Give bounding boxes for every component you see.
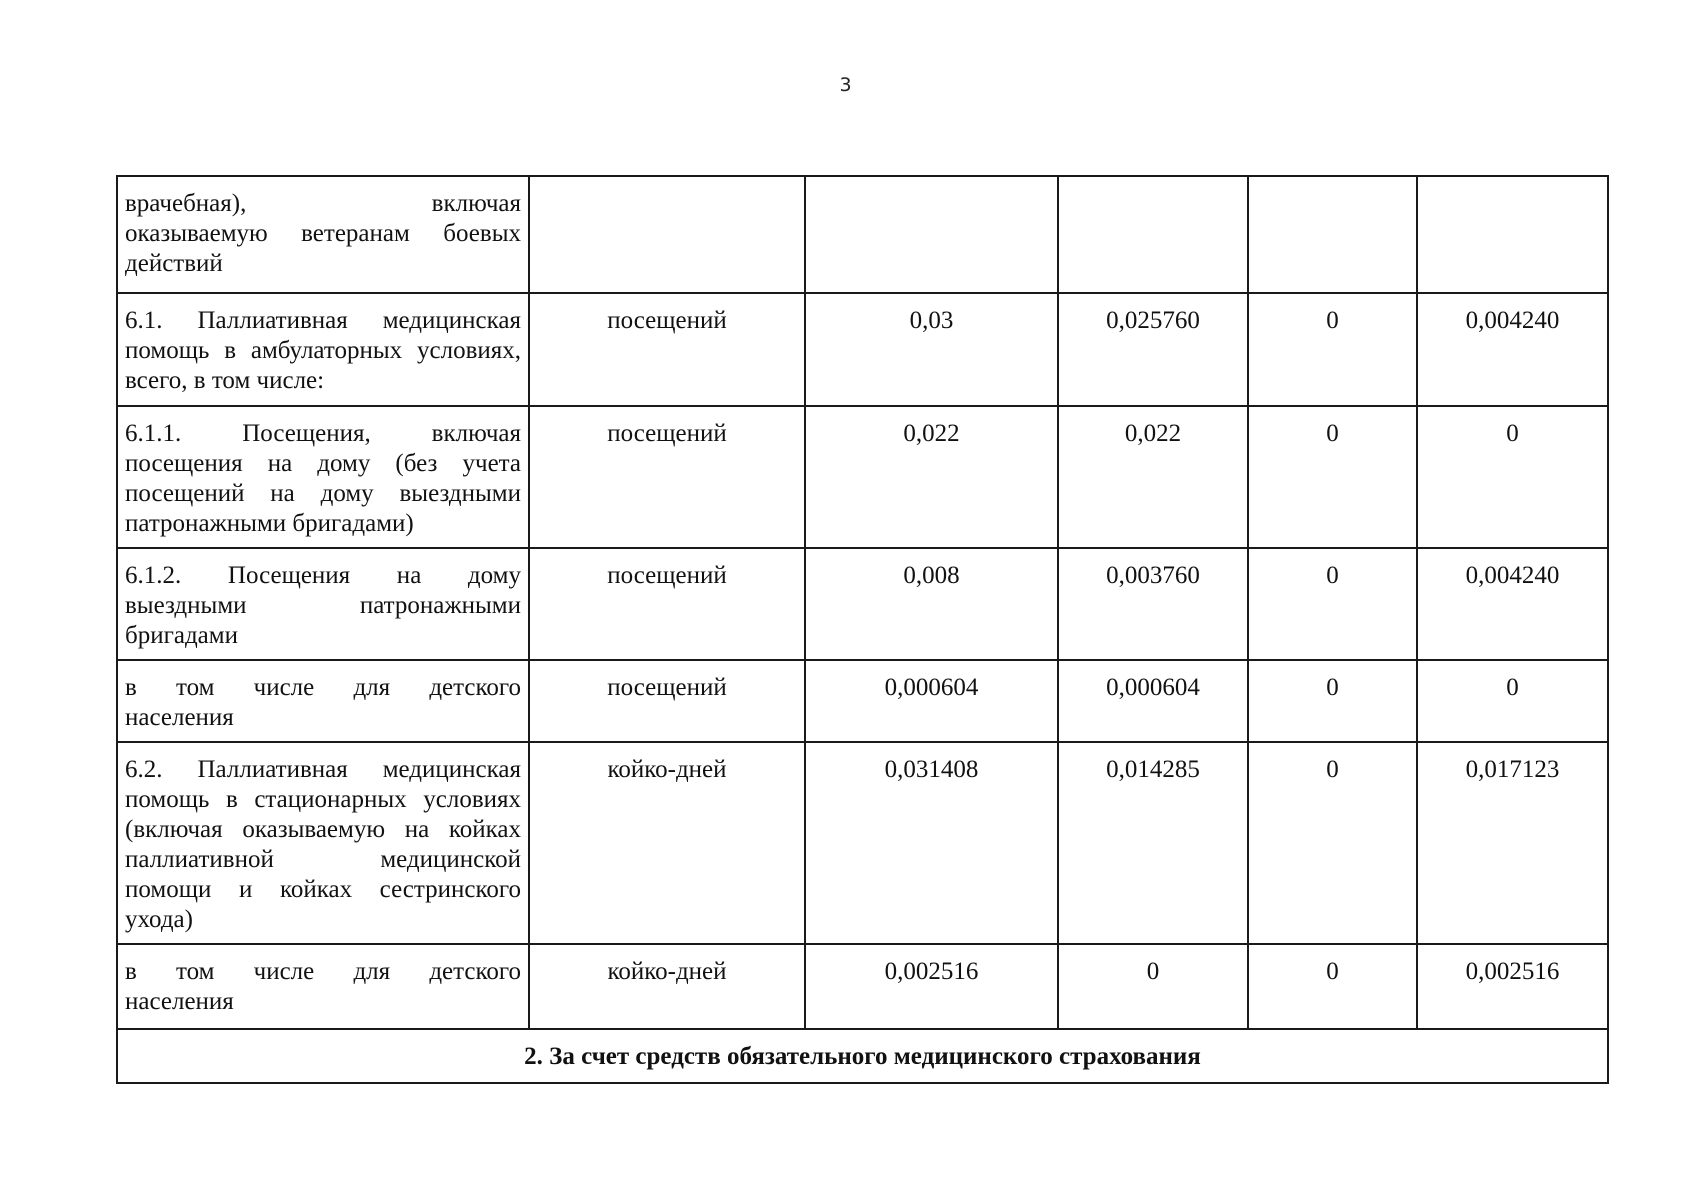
indicator-name-cell [117, 548, 529, 660]
indicator-name-line: всего, в том числе: [125, 367, 325, 394]
value-cell-v1: 0,008 [805, 548, 1058, 660]
indicator-name-line: посещений на дому выездными [125, 480, 521, 507]
indicator-name-line: врачебная), включая [125, 190, 521, 217]
value-cell-v4: 0 [1417, 406, 1608, 548]
indicator-name-line: посещения на дому (без учета [125, 450, 521, 477]
unit-cell: посещений [529, 406, 805, 548]
value-cell-v2: 0,014285 [1058, 742, 1248, 944]
indicator-table [116, 175, 1609, 1084]
indicator-name-line: помощи и койках сестринского [125, 876, 521, 903]
value-cell-v2: 0 [1058, 944, 1248, 1029]
indicator-name-line: 6.2. Паллиативная медицинская [125, 756, 521, 783]
value-cell-v3: 0 [1248, 293, 1417, 406]
unit-cell: посещений [529, 548, 805, 660]
indicator-name-line: помощь в амбулаторных условиях, [125, 337, 521, 364]
value-cell-v2: 0,003760 [1058, 548, 1248, 660]
value-cell-v2: 0,025760 [1058, 293, 1248, 406]
value-cell-v1: 0,002516 [805, 944, 1058, 1029]
value-cell-v1: 0,03 [805, 293, 1058, 406]
table-row [117, 742, 1608, 944]
indicator-name-line: бригадами [125, 622, 238, 649]
indicator-name-cell [117, 293, 529, 406]
value-cell-v1 [805, 176, 1058, 293]
indicator-name-line: действий [125, 250, 223, 277]
indicator-name-line: ухода) [125, 906, 193, 933]
value-cell-v3 [1248, 176, 1417, 293]
indicator-name-cell [117, 406, 529, 548]
unit-cell: посещений [529, 660, 805, 742]
indicator-name-line: 6.1.1. Посещения, включая [125, 420, 521, 447]
indicator-name-line: паллиативной медицинской [125, 846, 521, 873]
value-cell-v4: 0,002516 [1417, 944, 1608, 1029]
table-row [117, 944, 1608, 1029]
table-row [117, 660, 1608, 742]
indicator-name-line: (включая оказываемую на койках [125, 816, 521, 843]
indicator-name-cell [117, 742, 529, 944]
table-row [117, 176, 1608, 293]
indicator-name-line: 6.1.2. Посещения на дому [125, 562, 521, 589]
value-cell-v3: 0 [1248, 548, 1417, 660]
indicator-name-line: 6.1. Паллиативная медицинская [125, 307, 521, 334]
value-cell-v4: 0,004240 [1417, 293, 1608, 406]
indicator-name-line: выездными патронажными [125, 592, 521, 619]
table-row [117, 293, 1608, 406]
value-cell-v2: 0,000604 [1058, 660, 1248, 742]
table-row [117, 406, 1608, 548]
table-body [117, 176, 1608, 1083]
section-heading-row [117, 1029, 1608, 1083]
indicator-name-line: помощь в стационарных условиях [125, 786, 521, 813]
indicator-name-cell [117, 944, 529, 1029]
unit-cell: койко-дней [529, 742, 805, 944]
unit-cell: посещений [529, 293, 805, 406]
section-heading: 2. За счет средств обязательного медицинского страхования [117, 1029, 1608, 1083]
value-cell-v4: 0,004240 [1417, 548, 1608, 660]
value-cell-v2 [1058, 176, 1248, 293]
table-row [117, 548, 1608, 660]
indicator-name-line: оказываемую ветеранам боевых [125, 220, 521, 247]
indicator-name-line: населения [125, 988, 234, 1015]
value-cell-v1: 0,000604 [805, 660, 1058, 742]
value-cell-v2: 0,022 [1058, 406, 1248, 548]
value-cell-v4: 0 [1417, 660, 1608, 742]
page-number: 3 [839, 74, 852, 96]
value-cell-v3: 0 [1248, 944, 1417, 1029]
indicator-name-cell [117, 176, 529, 293]
unit-cell: койко-дней [529, 944, 805, 1029]
unit-cell [529, 176, 805, 293]
value-cell-v3: 0 [1248, 742, 1417, 944]
indicator-name-line: в том числе для детского [125, 674, 521, 701]
indicator-name-line: в том числе для детского [125, 958, 521, 985]
value-cell-v4: 0,017123 [1417, 742, 1608, 944]
value-cell-v1: 0,022 [805, 406, 1058, 548]
indicator-name-cell [117, 660, 529, 742]
value-cell-v1: 0,031408 [805, 742, 1058, 944]
value-cell-v3: 0 [1248, 406, 1417, 548]
value-cell-v3: 0 [1248, 660, 1417, 742]
indicator-name-line: населения [125, 704, 234, 731]
indicator-name-line: патронажными бригадами) [125, 510, 414, 537]
value-cell-v4 [1417, 176, 1608, 293]
